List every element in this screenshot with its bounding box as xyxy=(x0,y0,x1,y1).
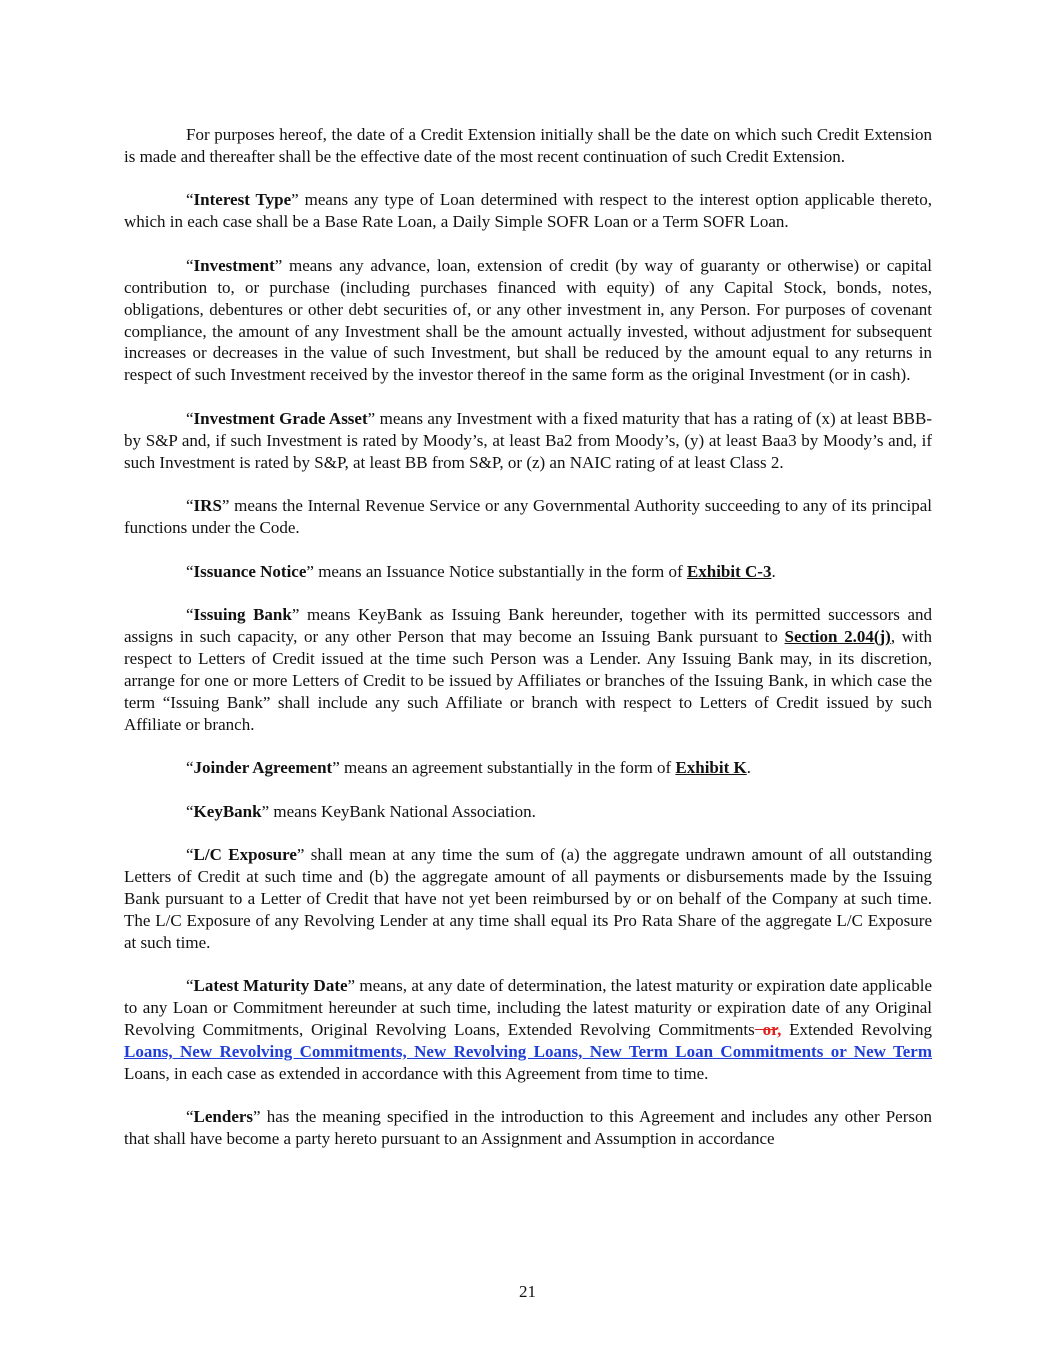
inserted-comma: , xyxy=(777,1020,782,1040)
defined-term: Lenders xyxy=(193,1107,254,1127)
document-page xyxy=(124,124,932,1172)
defined-term: Interest Type xyxy=(193,190,292,210)
paragraph-credit-extension-date: For purposes hereof, the date of a Credit Extension initially shall be the date on which such Credit Extension is made and thereafter shall be the effective date of the most recent continuation of such Credit Extension. xyxy=(124,125,932,166)
exhibit-reference: Exhibit K xyxy=(675,758,747,778)
definition-issuing-bank: “Issuing Bank” means KeyBank as Issuing Bank hereunder, together with its permitted successors and assigns in such capacity, or any other Person that may become an Issuing Bank pursuant to Section 2.04(j), with respect to Letters of Credit issued at the time such Person was a Lender. Any Issuing Bank may, in its discretion, arrange for one or more Letters of Credit to be issued by Affiliates or branches of the Issuing Bank, in which case the term “Issuing Bank” shall include any such Affiliate or branch with respect to Letters of Credit issued by such Affiliate or branch. xyxy=(124,605,933,734)
defined-term: IRS xyxy=(193,496,222,516)
definition-interest-type: “Interest Type” means any type of Loan determined with respect to the interest option applicable thereto, which in each case shall be a Base Rate Loan, a Daily Simple SOFR Loan or a Term SOFR Loan. xyxy=(124,190,933,232)
inserted-text: Loans, New Revolving Commitments, New Revolving Loans, New Term Loan Commitments or New Term xyxy=(124,1041,932,1061)
exhibit-reference: Exhibit C-3 xyxy=(686,561,772,581)
defined-term: Investment xyxy=(193,255,275,275)
deleted-text: or xyxy=(754,1020,778,1040)
defined-term: Investment Grade Asset xyxy=(193,408,368,428)
definition-latest-maturity-date: “Latest Maturity Date” means, at any date of determination, the latest maturity or expiration date applicable to any Loan or Commitment hereunder at such time, including the latest maturity or expiration date of any Original Revolving Commitments, Original Revolving Loans, Extended Revolving Commitments or, Extended Revolving Loans, New Revolving Commitments, New Revolving Loans, New Term Loan Commitments or New Term Loans, in each case as extended in accordance with this Agreement from time to time. xyxy=(124,976,932,1083)
definition-lenders: “Lenders” has the meaning specified in the introduction to this Agreement and includes any other Person that shall have become a party hereto pursuant to an Assignment and Assumption in accordance xyxy=(124,1107,932,1149)
page-number: 21 xyxy=(519,1282,536,1301)
definition-investment-grade-asset: “Investment Grade Asset” means any Investment with a fixed maturity that has a rating of (x) at least BBB- by S&P and, if such Investment is rated by Moody’s, at least Ba2 from Moody’s, (y) at least Baa3 by Moody’s and, if such Investment is rated by S&P, at least BB from S&P, or (z) an NAIC rating of at least Class 2. xyxy=(124,408,932,472)
definition-issuance-notice: “Issuance Notice” means an Issuance Notice substantially in the form of Exhibit C-3. xyxy=(186,561,776,581)
defined-term: Joinder Agreement xyxy=(193,758,333,778)
definition-keybank: “KeyBank” means KeyBank National Association. xyxy=(186,801,536,821)
defined-term: Issuance Notice xyxy=(193,561,307,581)
definition-investment: “Investment” means any advance, loan, extension of credit (by way of guaranty or otherwise) or capital contribution to, or purchase (including purchases financed with equity) of any Capital Stock, bonds, notes, obligations, debentures or other debt securities of, or any other investment in, any Person. For purposes of covenant compliance, the amount of any Investment shall be the amount actually invested, without adjustment for subsequent increases or decreases in the value of such Investment, but shall be reduced by the amount equal to any returns in respect of such Investment received by the investor thereof in the same form as the original Investment (or in cash). xyxy=(124,255,932,385)
defined-term: L/C Exposure xyxy=(193,845,297,865)
definition-lc-exposure: “L/C Exposure” shall mean at any time the sum of (a) the aggregate undrawn amount of all outstanding Letters of Credit at such time and (b) the aggregate amount of all payments or disbursements made by the Issuing Bank pursuant to a Letter of Credit that have not yet been reimbursed by or on behalf of the Company at such time. The L/C Exposure of any Revolving Lender at any time shall equal its Pro Rata Share of the aggregate L/C Exposure at such time. xyxy=(124,845,932,952)
definition-joinder-agreement: “Joinder Agreement” means an agreement substantially in the form of Exhibit K. xyxy=(186,758,751,778)
defined-term: Latest Maturity Date xyxy=(193,976,348,996)
defined-term: Issuing Bank xyxy=(193,605,292,625)
section-reference: Section 2.04(j) xyxy=(784,626,891,646)
definition-irs: “IRS” means the Internal Revenue Service or any Governmental Authority succeeding to any of its principal functions under the Code. xyxy=(124,496,932,538)
defined-term: KeyBank xyxy=(193,801,262,821)
